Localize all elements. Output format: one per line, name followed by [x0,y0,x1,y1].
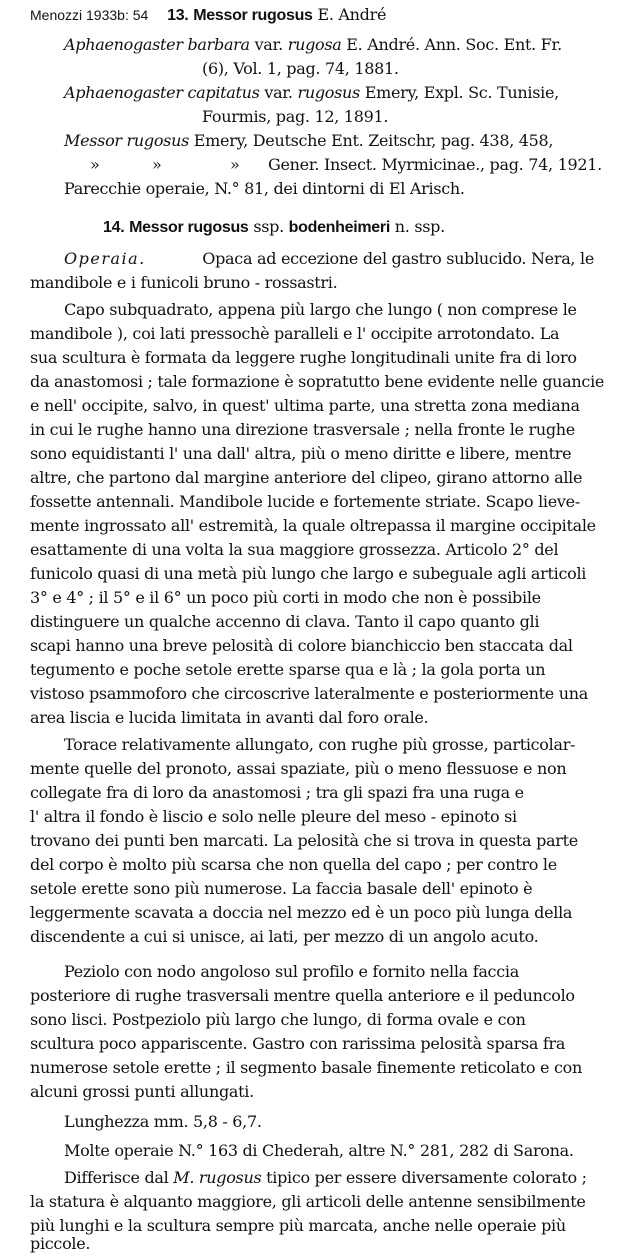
body-line [30,1056,594,1080]
body-line [30,877,594,901]
body-line [30,781,594,805]
body-line [30,370,605,394]
section-number: 14. [103,219,125,236]
ditto-mark: » [90,155,100,174]
synonym-variety: rugosus [297,83,360,102]
body-text: mandibole ), coi lati pressochè paralleli e l' occipite arrotondato. La [30,324,560,343]
body-line [30,586,594,610]
body-line [30,805,594,829]
body-line [30,346,594,370]
synonymy-2-cont: Fourmis, pag. 12, 1891. [202,107,389,126]
body-line [64,733,594,757]
body-text: mente ingrossato all' estremità, la quale oltrepassa il margine occipitale [30,516,596,535]
synonymy-1 [64,33,594,57]
section-heading-14 [103,215,445,240]
body-text: fossette antennali. Mandibole lucide e fortemente striate. Scapo lieve- [30,492,580,511]
body-text: Opaca ad eccezione del gastro sublucido. Nera, le [202,249,594,268]
body-text: l' altra il fondo è liscio e solo nelle pleure del meso - epinoto si [30,807,517,826]
ditto-mark: » [230,155,240,174]
body-line [30,1008,594,1032]
body-line [30,322,594,346]
body-text: Differisce dal [64,1168,174,1187]
body-line [30,853,594,877]
body-line: Molte operaie N.° 163 di Chederah, altre N.° 281, 282 di Sarona. [64,1141,574,1160]
synonymy-3 [64,129,594,153]
body-text: tegumento e poche setole erette sparse qua e là ; la gola porta un [30,660,546,679]
synonymy-1-cont: (6), Vol. 1, pag. 74, 1881. [202,59,399,78]
synonym-text: var. [249,35,288,54]
body-text: da anastomosi ; tale formazione è sopratutto bene evidente nelle guancie [30,372,605,391]
body-text: e nell' occipite, salvo, in quest' ultima parte, una stretta zona mediana [30,396,580,415]
section-subspecies-name: bodenheimeri [288,219,390,236]
body-line [30,658,594,682]
body-text: distinguere un qualche accenno di clava. Tanto il capo quanto gli [30,612,540,631]
body-line [30,514,594,538]
body-line [30,984,594,1008]
body-text: esattamente di una volta la sua maggiore grossezza. Articolo 2° del [30,540,559,559]
caste-label: Operaia. [64,249,146,268]
body-line [30,538,594,562]
body-text: Capo subquadrato, appena più largo che lungo ( non comprese le [64,300,577,319]
body-text: leggermente scavata a doccia nel mezzo ed è un poco più lunga della [30,903,573,922]
species-number: 13. [167,7,189,24]
body-text: sono equidistanti l' una dall' altra, più o meno diritte e libere, mentre [30,444,572,463]
body-line [30,418,594,442]
header-line [30,3,610,28]
body-line [30,829,594,853]
synonym-text: var. [259,83,298,102]
body-line [30,442,594,466]
species-name: Messor rugosus [193,7,313,24]
body-text: collegate fra di loro da anastomosi ; tra gli spazi fra una ruga e [30,783,524,802]
material-13: Parecchie operaie, N.° 81, dei dintorni di El Arisch. [64,179,465,198]
body-line: discendente a cui si unisce, ai lati, per mezzo di un angolo acuto. [30,927,539,946]
body-text: altre, che partono dal margine anteriore del clipeo, girano attorno alle [30,468,583,487]
body-text: 3° e 4° ; il 5° e il 6° un poco più corti in modo che non è possibile [30,588,541,607]
body-text: mente quelle del pronoto, assai spaziate, più o meno flessuose e non [30,759,567,778]
body-line [30,901,594,925]
section-species-name: Messor rugosus [129,219,249,236]
synonym-genus: Aphaenogaster barbara [64,35,250,54]
body-text: del corpo è molto più scarsa che non quella del capo ; per contro le [30,855,557,874]
body-line [30,562,594,586]
body-text: la statura è alquanto maggiore, gli articoli delle antenne sensibilmente [30,1192,586,1211]
body-line [30,1214,594,1238]
body-line [64,960,594,984]
body-text: tipico per essere diversamente colorato ; [261,1168,587,1187]
body-line [64,247,594,271]
body-text: trovano dei punti ben marcati. La pelosità che si trova in questa parte [30,831,578,850]
synonym-reference: Emery, Expl. Sc. Tunisie, [359,83,559,102]
body-text: funicolo quasi di una metà più lungo che largo e subeguale agli articoli [30,564,587,583]
body-line [30,394,594,418]
body-line: Lunghezza mm. 5,8 - 6,7. [64,1112,262,1131]
body-text: più lunghi e la scultura sempre più marcata, anche nelle operaie più [30,1216,566,1235]
body-text: sua scultura è formata da leggere rughe longitudinali unite fra di loro [30,348,577,367]
species-author: E. André [317,5,387,24]
body-line [30,634,594,658]
synonymy-3-cont [90,153,602,177]
body-line [30,610,594,634]
citation: Menozzi 1933b: 54 [30,7,149,23]
body-text: sono lisci. Postpeziolo più largo che lungo, di forma ovale e con [30,1010,526,1029]
body-line [30,757,594,781]
body-line: alcuni grossi punti allungati. [30,1082,254,1101]
synonym-genus: Aphaenogaster capitatus [64,83,260,102]
body-line [30,682,594,706]
body-line [30,466,594,490]
section-rank: ssp. [248,217,289,236]
body-line [30,1190,594,1214]
body-text: posteriore di rughe trasversali mentre quella anteriore e il peduncolo [30,986,575,1005]
synonym-reference: E. André. Ann. Soc. Ent. Fr. [341,35,562,54]
synonym-reference: Gener. Insect. Myrmicinae., pag. 74, 1921. [268,155,602,174]
synonymy-2 [64,81,594,105]
body-line: piccole. [30,1234,91,1253]
body-text: scapi hanno una breve pelosità di colore bianchiccio ben staccata dal [30,636,573,655]
section-status: n. ssp. [389,217,445,236]
body-text: scultura poco appariscente. Gastro con rarissima pelosità sparsa fra [30,1034,566,1053]
body-line [30,490,594,514]
body-text: Peziolo con nodo angoloso sul profilo e fornito nella faccia [64,962,519,981]
body-text: in cui le rughe hanno una direzione trasversale ; nella fronte le rughe [30,420,575,439]
synonym-genus: Messor rugosus [64,131,189,150]
body-line: area liscia e lucida limitata in avanti dal foro orale. [30,708,429,727]
body-line [30,1032,594,1056]
synonym-variety: rugosa [287,35,342,54]
synonym-reference: Emery, Deutsche Ent. Zeitschr, pag. 438, 458, [189,131,554,150]
body-line [64,1166,594,1190]
ditto-mark: » [152,155,162,174]
body-line [64,298,594,322]
body-line: mandibole e i funicoli bruno - rossastri. [30,273,338,292]
taxon-italic: M. rugosus [173,1168,262,1187]
body-text: numerose setole erette ; il segmento basale finemente reticolato e con [30,1058,582,1077]
body-text: Torace relativamente allungato, con rughe più grosse, particolar- [64,735,576,754]
body-text: setole erette sono più numerose. La faccia basale dell' epinoto è [30,879,533,898]
body-text: vistoso psammoforo che circoscrive lateralmente e posteriormente una [30,684,588,703]
